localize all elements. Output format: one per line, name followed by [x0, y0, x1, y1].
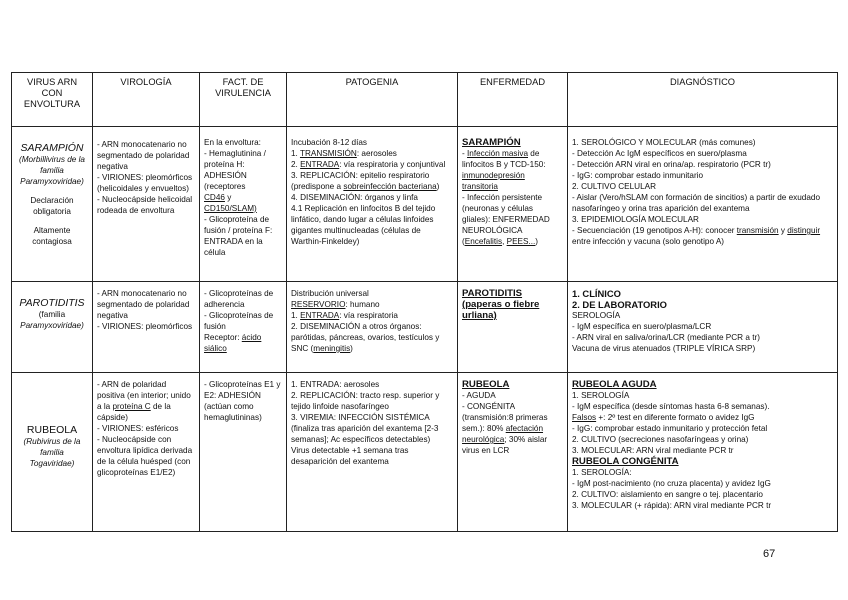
comparison-table: [11, 72, 838, 532]
header-virus: VIRUS ARN CON ENVOLTURA: [12, 73, 93, 127]
diagnostico-cell: RUBEOLA AGUDA 1. SEROLOGÍA - IgM específica (desde síntomas hasta 6-8 semanas). Falsos +: 2º test en diferente formato o avidez IgG - IgG: comprobar estado inmunitario y protección fetal 2. CULTIVO (secreciones nasofaríngeas y orina) 3. MOLECULAR: ARN viral mediante PCR tr RUBEOLA CONGÉNITA 1. SEROLOGÍA: - IgM post-nacimiento (no cruza placenta) y avidez IgG 2. CULTIVO: aislamiento en sangre o tej. placentario 3. MOLECULAR (+ rápida): ARN viral mediante PCR tr: [568, 373, 838, 532]
header-virulencia: FACT. DE VIRULENCIA: [200, 73, 287, 127]
virus-cell: [12, 373, 93, 532]
table-row: [12, 127, 838, 282]
diagnostico-cell: 1. SEROLÓGICO Y MOLECULAR (más comunes) - Detección Ac IgM específicos en suero/plasma - Detección ARN viral en orina/ap. respiratorio (PCR tr) - IgG: comprobar estado inmunitario 2. CULTIVO CELULAR - Aislar (Vero/hSLAM con formación de sincitios) a partir de exudado nasofaríngeo y orina tras aparición del exantema 3. EPIDEMIOLOGÍA MOLECULAR - Secuenciación (19 genotipos A-H): conocer transmisión y distinguir entre infección y vacuna (solo genotipo A): [568, 127, 838, 282]
diagnostico-cell: 1. CLÍNICO 2. DE LABORATORIO SEROLOGÍA - IgM específica en suero/plasma/LCR - ARN viral en saliva/orina/LCR (mediante PCR a tr) Vacuna de virus atenuados (TRIPLE VÍRICA SRP): [568, 282, 838, 373]
text-line: - Nucleocápside helicoidal rodeada de envoltura: [97, 195, 193, 215]
disease-title: SARAMPIÓN: [462, 137, 521, 148]
enfermedad-cell: RUBEOLA - AGUDA - CONGÉNITA (transmisión:8 primeras sem.): 80% afectación neurológica; 30% aislar virus en LCR: [458, 373, 568, 532]
text-line: En la envoltura:: [204, 138, 261, 147]
patogenia-cell: 1. ENTRADA: aerosoles 2. REPLICACIÓN: tracto resp. superior y tejido linfoide nasofaríngeo 3. VIREMIA: INFECCIÓN SISTÉMICA (finaliza tras aparición del exantema [2-3 semanas]; Ac específicos detectables) Virus detectable +1 semana tras desaparición del exantema: [287, 373, 458, 532]
text-line: - ARN monocatenario no segmentado de polaridad negativa: [97, 140, 190, 171]
table-row: [12, 373, 838, 532]
enfermedad-cell: [458, 282, 568, 373]
virulencia-cell: En la envoltura: - Hemaglutinina / proteína H: ADHESIÓN (receptores CD46 y CD150/SLAM) - Glicoproteína de fusión / proteína F: ENTRADA en la célula: [200, 127, 287, 282]
patogenia-cell: Distribución universal RESERVORIO: humano 1. ENTRADA: vía respiratoria 2. DISEMINACIÓN a otros órganos: parótidas, páncreas, ovarios, testículos y SNC (meningitis): [287, 282, 458, 373]
header-virologia: VIROLOGÍA: [93, 73, 200, 127]
virus-note: Altamente contagiosa: [32, 226, 72, 246]
virus-family-label: (Rubivirus de la familia: [23, 437, 81, 457]
header-diagnostico: DIAGNÓSTICO: [568, 73, 838, 127]
virologia-cell: [93, 127, 200, 282]
virus-name: PAROTIDITIS: [19, 297, 85, 309]
disease-title: RUBEOLA: [462, 379, 510, 390]
virus-family: Paramyxoviridae): [20, 321, 84, 330]
virus-cell: [12, 282, 93, 373]
section-title: RUBEOLA AGUDA: [572, 379, 657, 390]
header-patogenia: PATOGENIA: [287, 73, 458, 127]
receptor-cd150: CD150/SLAM): [204, 204, 257, 213]
page-number: 67: [763, 548, 776, 560]
virulencia-cell: - Glicoproteínas E1 y E2: ADHESIÓN (actúan como hemaglutininas): [200, 373, 287, 532]
header-row: [12, 73, 838, 127]
virus-cell: [12, 127, 93, 282]
table-row: [12, 282, 838, 373]
virulencia-cell: - Glicoproteínas de adherencia - Glicoproteínas de fusión Receptor: ácido siálico: [200, 282, 287, 373]
text-line: - VIRIONES: pleomórficos (helicoidales y envueltos): [97, 173, 193, 193]
section-title: RUBEOLA CONGÉNITA: [572, 456, 679, 467]
virus-name: SARAMPIÓN: [20, 142, 84, 154]
virus-name: RUBEOLA: [26, 424, 78, 436]
header-enfermedad: ENFERMEDAD: [458, 73, 568, 127]
patogenia-cell: Incubación 8-12 días 1. TRANSMISIÓN: aerosoles 2. ENTRADA: vía respiratoria y conjuntival 3. REPLICACIÓN: epitelio respiratorio (predispone a sobreinfección bacteriana) 4. DISEMINACIÓN: órganos y linfa 4.1 Replicación en linfocitos B del tejido linfático, dando lugar a células linfoides gigantes multinucleadas (células de Warthin-Finkeldey): [287, 127, 458, 282]
enfermedad-cell: SARAMPIÓN - Infección masiva de linfocitos B y TCD-150: inmunodepresión transitoria - Infección persistente (neuronas y células gliales): ENFERMEDAD NEUROLÓGICA (Encefalitis, PEES...): [458, 127, 568, 282]
virologia-cell: - ARN de polaridad positiva (en interior; unido a la proteína C de la cápside) - VIRIONES: esféricos - Nucleocápside con envoltura lipídica derivada de la célula huésped (con glicoproteínas E1/E2): [93, 373, 200, 532]
text-line: - Hemaglutinina / proteína H: ADHESIÓN (receptores: [204, 149, 266, 191]
virus-family-label: (familia: [38, 310, 66, 319]
receptor-cd46: CD46: [204, 193, 225, 202]
text-line: - Glicoproteína de fusión / proteína F: ENTRADA en la célula: [204, 215, 273, 257]
virologia-cell: - ARN monocatenario no segmentado de polaridad negativa - VIRIONES: pleomórficos: [93, 282, 200, 373]
disease-title: PAROTIDITIS (paperas o fiebre urliana): [462, 288, 540, 321]
virus-family: (Morbillivirus de la familia Paramyxoviridae): [19, 155, 85, 186]
virus-family: Togaviridae): [29, 459, 75, 468]
virus-note: Declaración obligatoria: [30, 196, 74, 216]
